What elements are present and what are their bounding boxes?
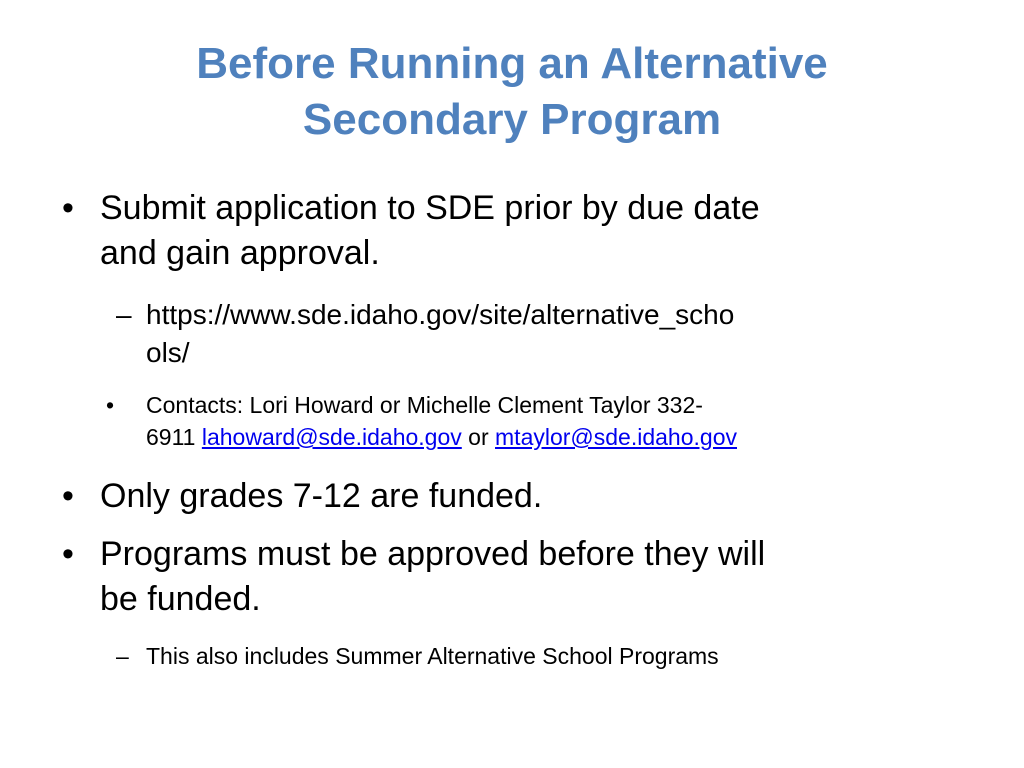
contacts-line (146, 421, 966, 453)
slide-title-line: Before Running an Alternative (196, 39, 828, 88)
url-text: ols/ (146, 337, 190, 368)
bullet-programs-approved (62, 532, 962, 622)
bullet-text: be funded. (100, 580, 261, 618)
bullet-text: Submit application to SDE prior by due date (100, 189, 760, 227)
connector-text: or (461, 424, 496, 450)
bullet-text: Only grades 7-12 are funded. (100, 477, 543, 515)
sub-bullet-summer (116, 640, 966, 672)
bullet-submit-application (62, 186, 962, 276)
slide-title (60, 36, 964, 148)
bullet-marker: • (62, 189, 74, 227)
phone-suffix: 6911 (146, 424, 202, 450)
slide-title-line: Secondary Program (302, 95, 722, 144)
email-link-lahoward[interactable]: lahoward@sde.idaho.gov (201, 424, 462, 450)
summer-text: This also includes Summer Alternative School Programs (146, 643, 719, 669)
bullet-text: Programs must be approved before they will (100, 535, 766, 573)
contacts-text: Contacts: Lori Howard or Michelle Clement Taylor 332- (146, 392, 703, 418)
dash-marker: – (116, 299, 132, 330)
sub-bullet-contacts (106, 389, 966, 453)
email-link-mtaylor[interactable]: mtaylor@sde.idaho.gov (495, 424, 737, 450)
bullet-marker: • (62, 535, 74, 573)
bullet-marker: • (106, 392, 115, 418)
dash-marker: – (116, 643, 129, 669)
bullet-text: and gain approval. (100, 234, 380, 272)
url-text: https://www.sde.idaho.gov/site/alternative_scho (146, 299, 735, 330)
bullet-grades-funded (62, 474, 962, 519)
sub-bullet-url (116, 296, 966, 372)
bullet-marker: • (62, 477, 74, 515)
